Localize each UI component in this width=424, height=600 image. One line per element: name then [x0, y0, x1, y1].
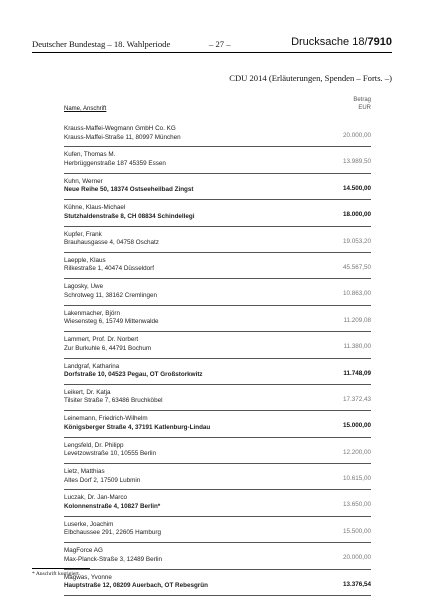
donor-address: Hauptstraße 12, 08209 Auerbach, OT Rebesgrün	[64, 582, 208, 590]
donor-address: Herbrüggenstraße 187 45359 Essen	[64, 159, 166, 167]
donation-amount: 11.209,08	[343, 316, 371, 324]
donor-address: Stutzhaldenstraße 8, CH 08834 Schindellegi	[64, 212, 195, 220]
document-number	[291, 36, 392, 48]
donation-amount: 17.372,43	[342, 395, 371, 403]
donation-amount: 11.380,00	[343, 343, 371, 351]
table-row	[64, 121, 371, 147]
table-row	[64, 306, 371, 332]
table-row	[64, 332, 371, 358]
donation-table	[64, 121, 371, 596]
donation-amount: 14.500,00	[342, 184, 371, 192]
donor-address: Tilsiter Straße 7, 63486 Bruchköbel	[64, 397, 163, 405]
table-row	[64, 543, 371, 569]
donor-address: Krauss-Maffei-Straße 11, 80997 München	[64, 133, 181, 141]
column-header-amount	[353, 96, 371, 112]
donation-amount: 19.053,20	[342, 237, 371, 245]
donor-name: Kühne, Klaus-Michael	[64, 204, 126, 212]
table-row	[64, 490, 371, 516]
parliament-label: Deutscher Bundestag – 18. Wahlperiode	[32, 39, 171, 49]
donor-name: Magwas, Yvonne	[64, 573, 112, 581]
donor-name: Lammert, Prof. Dr. Norbert	[64, 336, 139, 344]
donor-address: Brauhausgasse 4, 04758 Oschatz	[64, 239, 159, 247]
donation-amount: 13.989,50	[342, 158, 371, 166]
donor-address: Dorfstraße 10, 04523 Pegau, OT Großstorkwitz	[64, 371, 203, 379]
footnote-divider	[32, 568, 90, 569]
donor-name: Leikert, Dr. Katja	[64, 388, 111, 396]
table-row	[64, 200, 371, 226]
table-row	[64, 253, 371, 279]
table-row	[64, 570, 371, 596]
donor-name: Krauss-Maffei-Wegmann GmbH Co. KG	[64, 125, 176, 132]
donor-name: MagForce AG	[64, 547, 103, 555]
donation-amount: 13.376,54	[342, 580, 371, 588]
table-row	[64, 227, 371, 253]
donation-amount: 18.000,00	[342, 211, 371, 219]
page-number: – 27 –	[209, 39, 231, 49]
donor-name: Luserke, Joachim	[64, 520, 114, 528]
donor-name: Leinemann, Friedrich-Wilhelm	[64, 415, 148, 423]
column-header-amount-label: Betrag	[353, 97, 371, 103]
donor-name: Lietz, Matthias	[64, 468, 105, 476]
donation-amount: 20.000,00	[342, 132, 371, 139]
donor-name: Lagosky, Uwe	[64, 283, 104, 291]
page-header	[32, 38, 392, 53]
donation-amount: 13.650,00	[342, 501, 371, 509]
table-row	[64, 411, 371, 437]
donor-name: Kuhn, Werner	[64, 177, 103, 185]
donation-amount: 10.615,00	[342, 475, 371, 483]
donation-amount: 15.000,00	[342, 422, 371, 430]
donor-name: Lakenmacher, Björn	[64, 309, 121, 317]
table-row	[64, 359, 371, 385]
donor-name: Landgraf, Katharina	[64, 362, 120, 370]
donor-address: Elbchaussee 291, 22605 Hamburg	[64, 529, 161, 537]
table-row	[64, 174, 371, 200]
donor-address: Rilkestraße 1, 40474 Düsseldorf	[64, 265, 154, 273]
table-row	[64, 438, 371, 464]
table-row	[64, 464, 371, 490]
table-row	[64, 279, 371, 305]
table-row	[64, 147, 371, 173]
donation-amount: 45.567,50	[342, 263, 371, 271]
column-header-amount-unit: EUR	[358, 105, 371, 111]
donor-name: Luczak, Dr. Jan-Marco	[64, 494, 127, 502]
donor-address: Levetzowstraße 10, 10555 Berlin	[64, 450, 157, 458]
donor-address: Schrotweg 11, 38162 Cremlingen	[64, 291, 157, 299]
donor-address: Altes Dorf 2, 17509 Lubmin	[64, 476, 141, 484]
donor-address: Kolonnenstraße 4, 10827 Berlin*	[64, 502, 161, 510]
donor-address: Königsberger Straße 4, 37191 Katlenburg-Lindau	[64, 423, 211, 431]
donor-name: Laepple, Klaus	[64, 256, 106, 264]
donation-amount: 10.863,00	[342, 290, 371, 298]
column-header-name: Name, Anschrift	[64, 106, 107, 112]
document-number-value: 7910	[367, 36, 392, 48]
donation-amount: 12.200,00	[342, 448, 371, 456]
donor-address: Neue Reihe 50, 18374 Ostseeheilbad Zingst	[64, 186, 194, 194]
document-label: Drucksache 18/	[291, 36, 368, 48]
donor-address: Wiesensteg 6, 15749 Mittenwalde	[64, 318, 159, 326]
donation-amount: 15.500,00	[342, 527, 371, 535]
donor-name: Kupfer, Frank	[64, 230, 102, 238]
donation-amount: 20.000,00	[342, 554, 371, 562]
donor-name: Lengsfeld, Dr. Philipp	[64, 441, 124, 449]
footnote: * Anschrift korrigiert.	[32, 571, 81, 577]
donor-address: Zur Burkuhle 6, 44791 Bochum	[64, 344, 152, 352]
donor-address: Max-Planck-Straße 3, 12489 Berlin	[64, 555, 162, 563]
column-headers	[64, 96, 371, 116]
donation-amount: 11.748,09	[343, 369, 371, 377]
table-row	[64, 385, 371, 411]
section-subtitle: CDU 2014 (Erläuterungen, Spenden – Forts. –)	[229, 73, 392, 83]
table-row	[64, 517, 371, 543]
donor-name: Kufen, Thomas M.	[64, 151, 116, 159]
